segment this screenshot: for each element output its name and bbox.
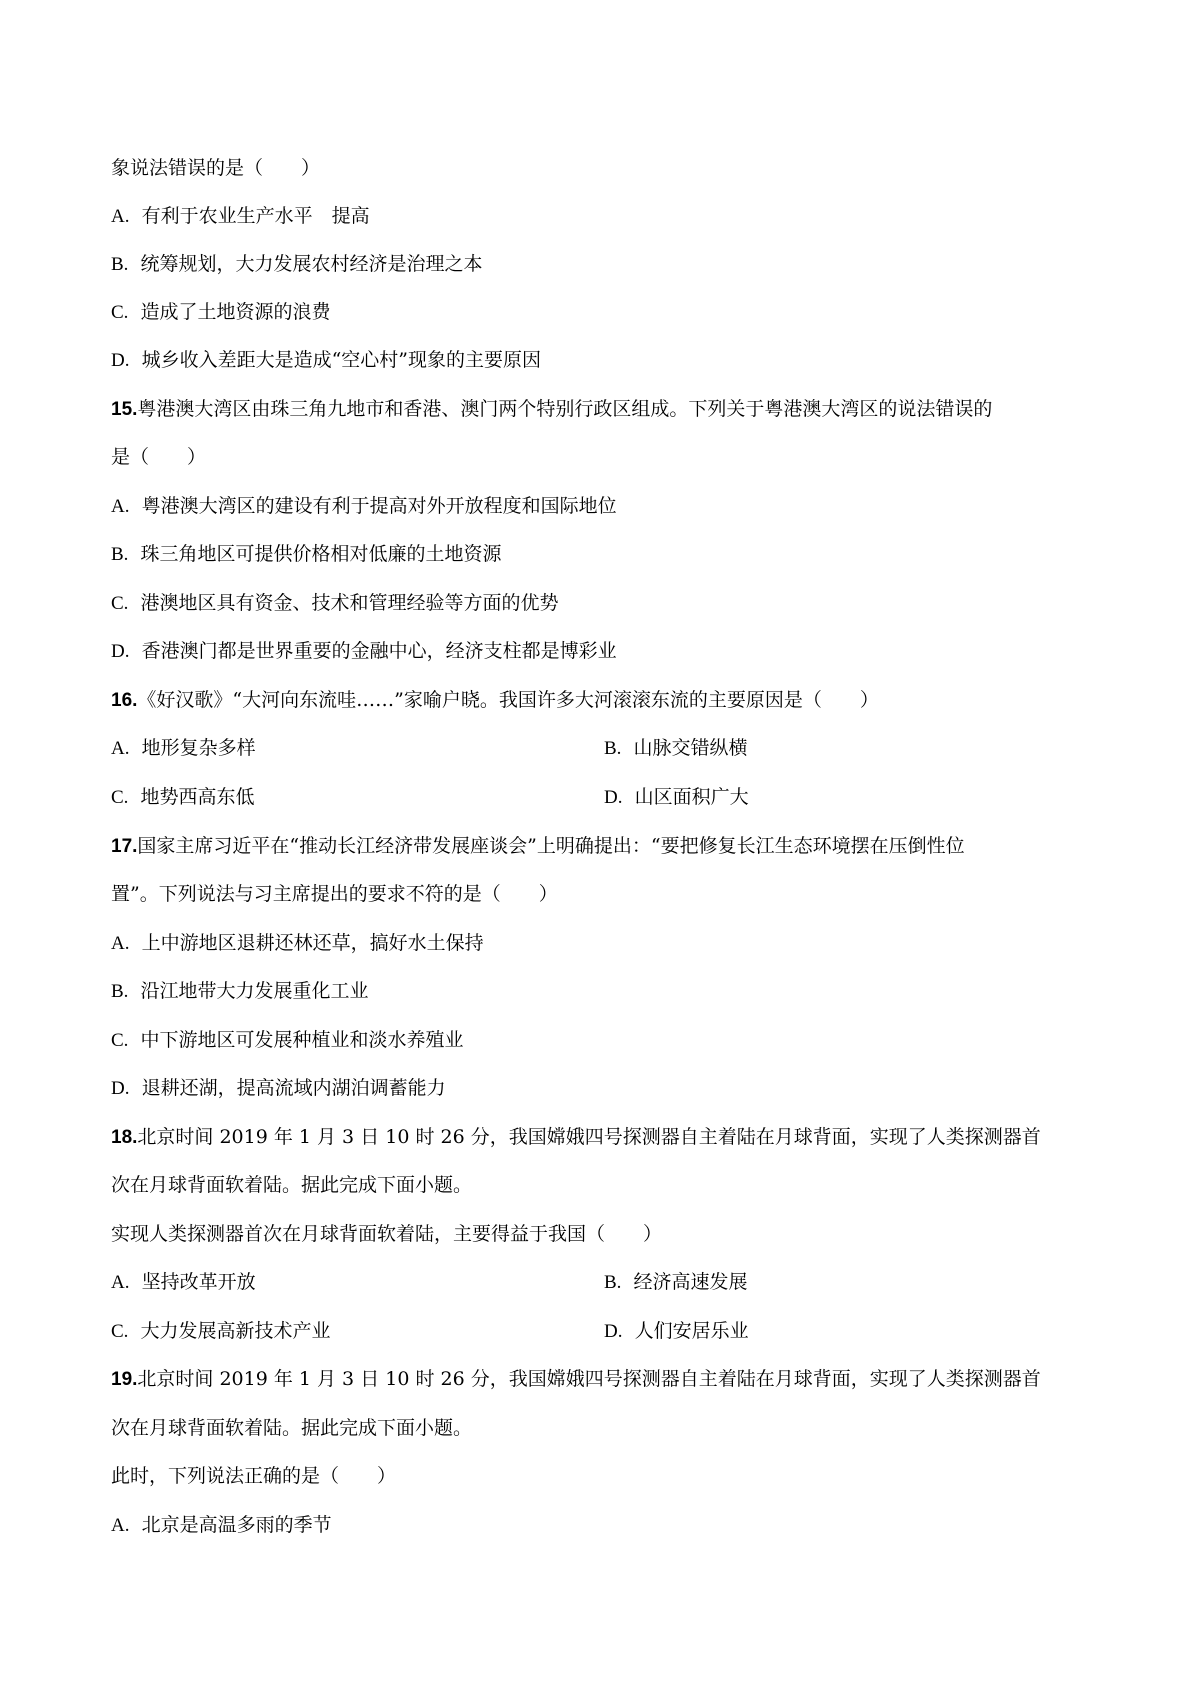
question-18-stem-line-3: 实现人类探测器首次在月球背面软着陆，主要得益于我国（ ） — [111, 1223, 663, 1245]
option-text: 统筹规划，大力发展农村经济是治理之本 — [140, 253, 483, 275]
question-19-stem-line-3: 此时，下列说法正确的是（ ） — [111, 1465, 397, 1487]
option-a — [111, 1270, 256, 1295]
option-text: 造成了土地资源的浪费 — [140, 301, 331, 323]
question-number: 19. — [111, 1369, 138, 1390]
option-d — [111, 1076, 446, 1101]
option-text: 粤港澳大湾区的建设有利于提高对外开放程度和国际地位 — [141, 495, 617, 517]
option-text: 地势西高东低 — [140, 786, 255, 808]
question-stem-text: 国家主席习近平在“推动长江经济带发展座谈会”上明确提出：“要把修复长江生态环境摆在压倒性位 — [137, 835, 965, 857]
option-text: 山区面积广大 — [634, 786, 749, 808]
question-stem-text: 北京时间 2019 年 1 月 3 日 10 时 26 分，我国嫦娥四号探测器自主着陆在月球背面，实现了人类探测器首 — [137, 1126, 1041, 1148]
question-number: 16. — [111, 690, 138, 711]
question-number: 18. — [111, 1127, 138, 1148]
option-b — [604, 1270, 748, 1295]
option-letter: D. — [604, 1321, 623, 1342]
option-letter: A. — [111, 1272, 130, 1293]
option-a — [111, 931, 484, 956]
option-c — [111, 300, 331, 325]
option-a — [111, 1513, 332, 1538]
option-c — [111, 785, 255, 810]
option-text: 珠三角地区可提供价格相对低廉的土地资源 — [140, 543, 502, 565]
option-text: 退耕还湖，提高流域内湖泊调蓄能力 — [141, 1077, 446, 1099]
option-d — [604, 1319, 749, 1344]
option-letter: C. — [111, 593, 129, 614]
option-text: 经济高速发展 — [633, 1271, 748, 1293]
option-letter: B. — [111, 981, 129, 1002]
option-text: 香港澳门都是世界重要的金融中心，经济支柱都是博彩业 — [141, 640, 617, 662]
option-a — [111, 494, 617, 519]
option-letter: C. — [111, 1030, 129, 1051]
question-stem-line: 象说法错误的是（ ） — [111, 157, 321, 179]
option-text: 人们安居乐业 — [634, 1320, 749, 1342]
question-17-stem-line-1 — [111, 834, 965, 859]
option-text: 港澳地区具有资金、技术和管理经验等方面的优势 — [140, 592, 559, 614]
question-16-stem-line-1 — [111, 688, 879, 713]
option-text: 山脉交错纵横 — [633, 737, 748, 759]
option-b — [111, 542, 502, 567]
option-letter: D. — [604, 787, 623, 808]
question-stem-text: 粤港澳大湾区由珠三角九地市和香港、澳门两个特别行政区组成。下列关于粤港澳大湾区的说法错误的 — [137, 398, 993, 420]
option-text: 沿江地带大力发展重化工业 — [140, 980, 369, 1002]
option-b — [111, 252, 483, 277]
option-text: 有利于农业生产水平 提高 — [141, 205, 370, 227]
option-letter: A. — [111, 738, 130, 759]
option-letter: B. — [111, 254, 129, 275]
option-letter: D. — [111, 641, 130, 662]
option-letter: B. — [604, 1272, 622, 1293]
option-d — [111, 639, 617, 664]
option-text: 中下游地区可发展种植业和淡水养殖业 — [140, 1029, 464, 1051]
option-letter: C. — [111, 302, 129, 323]
question-17-stem-line-2: 置”。下列说法与习主席提出的要求不符的是（ ） — [111, 883, 558, 905]
option-text: 北京是高温多雨的季节 — [141, 1514, 332, 1536]
option-text: 大力发展高新技术产业 — [140, 1320, 331, 1342]
option-letter: C. — [111, 1321, 129, 1342]
option-letter: A. — [111, 206, 130, 227]
option-a — [111, 736, 256, 761]
question-19-stem-line-2: 次在月球背面软着陆。据此完成下面小题。 — [111, 1417, 473, 1439]
option-letter: A. — [111, 933, 130, 954]
question-stem-text: 北京时间 2019 年 1 月 3 日 10 时 26 分，我国嫦娥四号探测器自主着陆在月球背面，实现了人类探测器首 — [137, 1368, 1041, 1390]
option-letter: C. — [111, 787, 129, 808]
option-letter: D. — [111, 350, 130, 371]
option-d — [111, 348, 541, 373]
question-19-stem-line-1 — [111, 1367, 1041, 1392]
option-text: 上中游地区退耕还林还草，搞好水土保持 — [141, 932, 484, 954]
option-c — [111, 1028, 464, 1053]
question-15-stem-line-1 — [111, 397, 992, 422]
question-18-stem-line-1 — [111, 1125, 1041, 1150]
option-letter: B. — [604, 738, 622, 759]
option-c — [111, 591, 559, 616]
option-b — [604, 736, 748, 761]
question-15-stem-line-2: 是（ ） — [111, 446, 207, 468]
option-text: 城乡收入差距大是造成“空心村”现象的主要原因 — [141, 349, 542, 371]
option-d — [604, 785, 749, 810]
option-text: 地形复杂多样 — [141, 737, 256, 759]
option-letter: A. — [111, 496, 130, 517]
option-a — [111, 204, 370, 229]
option-letter: A. — [111, 1515, 130, 1536]
option-c — [111, 1319, 331, 1344]
question-stem-text: 《好汉歌》“大河向东流哇……”家喻户晓。我国许多大河滚滚东流的主要原因是（ ） — [137, 689, 879, 711]
option-letter: D. — [111, 1078, 130, 1099]
option-text: 坚持改革开放 — [141, 1271, 256, 1293]
option-b — [111, 979, 369, 1004]
option-letter: B. — [111, 544, 129, 565]
question-number: 17. — [111, 836, 138, 857]
question-18-stem-line-2: 次在月球背面软着陆。据此完成下面小题。 — [111, 1174, 473, 1196]
question-number: 15. — [111, 399, 138, 420]
